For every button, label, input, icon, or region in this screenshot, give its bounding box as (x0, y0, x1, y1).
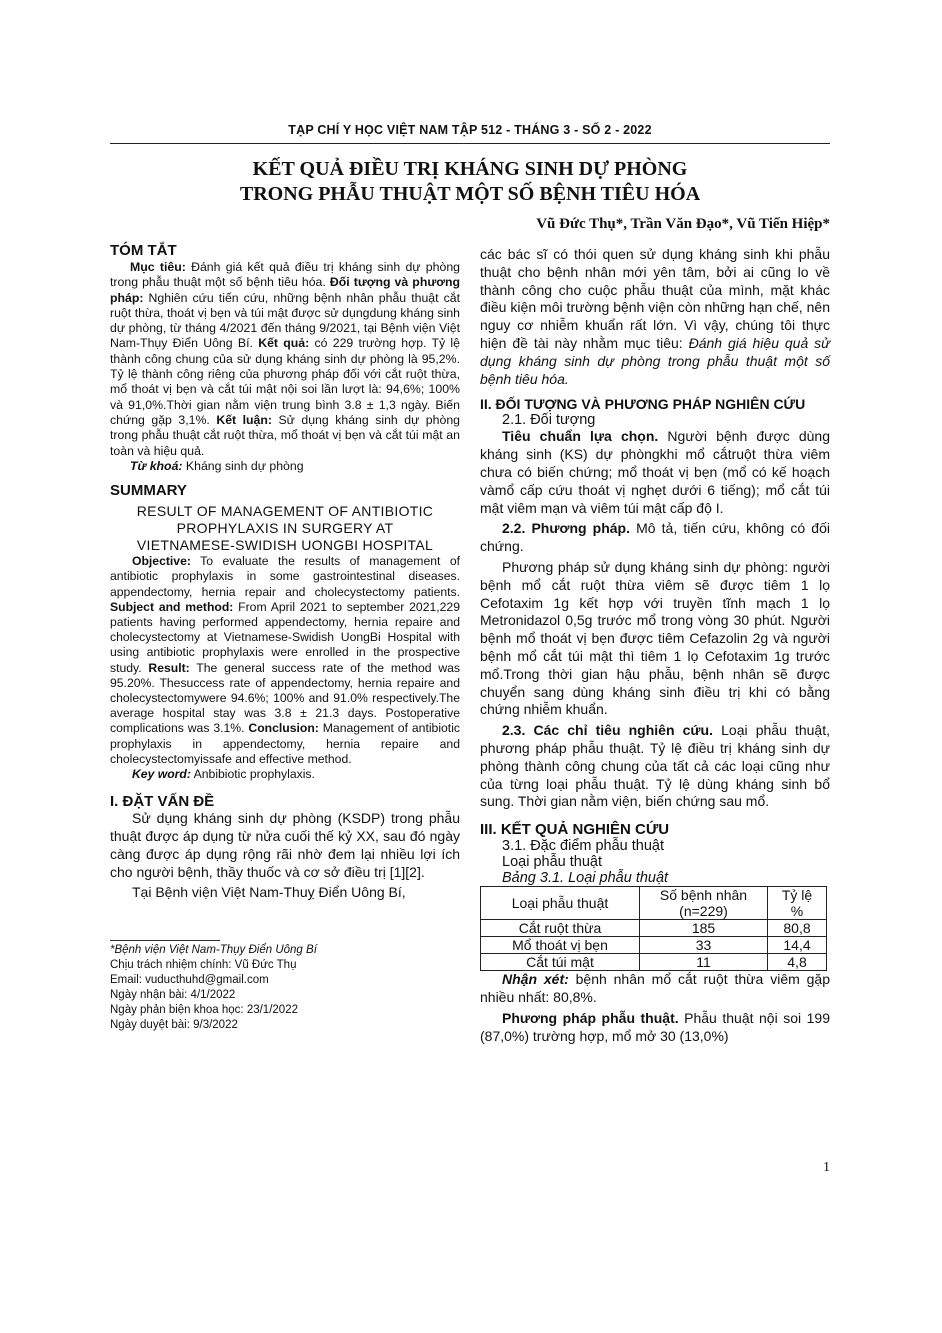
results-body: Nhận xét: bệnh nhân mổ cắt ruột thừa viêm gặp nhiều nhất: 80,8%. Phương pháp phẫu thuật. Phẫu thuật nội soi 199 (87,0%) trường hợp, mổ mở 30 (13,0%) (480, 971, 830, 1044)
intro-body: Sử dụng kháng sinh dự phòng (KSDP) trong phẫu thuật được áp dụng từ nửa cuối thế kỷ XX, sau đó ngày càng được áp dụng rộng rãi nhờ đem lại nhiều lợi ích cho người bệnh, thầy thuốc và cơ sở điều trị [1][2]. Tại Bệnh viện Việt Nam-Thuỵ Điển Uông Bí, (110, 810, 460, 901)
table-row: Cắt ruột thừa 185 80,8 (481, 920, 827, 937)
results-heading: III. KẾT QUẢ NGHIÊN CỨU (480, 821, 670, 839)
title-line-1: KẾT QUẢ ĐIỀU TRỊ KHÁNG SINH DỰ PHÒNG (252, 158, 688, 180)
table-row: Mổ thoát vị bẹn 33 14,4 (481, 937, 827, 954)
header-rule (110, 143, 830, 144)
abstract-vi-body: Mục tiêu: Đánh giá kết quả điều trị kháng sinh dự phòng trong phẫu thuật một số bệnh tiêu hóa. Đối tượng và phương pháp: Nghiên cứu tiến cứu, những bệnh nhân phẫu thuật cắt ruột thừa, thoát vị bẹn và túi mật được sử dụngdung kháng sinh dự phòng, từ tháng 4/2021 đến tháng 9/2021, tại Bệnh viện Việt Nam-Thụy Điển Uông Bí. Kết quả: có 229 trường hợp. Tỷ lệ thành công chung của sử dụng kháng sinh dự phòng là 95,2%. Tỷ lệ thành công riêng của phương pháp đối với cắt ruột thừa, mổ thoát vị bẹn và cắt túi mật nội soi lần lượt là: 94,6%; 100% và 91,0%.Thời gian nằm viện trung bình 3.8 ± 1,3 ngày. Biến chứng gặp 3,1%. Kết luận: Sử dụng kháng sinh dự phòng trong phẫu thuật cắt ruột thừa, mổ thoát vị bẹn và cắt túi mật an toàn và hiệu quả. (110, 260, 461, 458)
authors: Vũ Đức Thụ*, Trần Văn Đạo*, Vũ Tiến Hiệp* (536, 216, 830, 232)
col-header-count: Số bệnh nhân (n=229) (640, 887, 768, 920)
intro-heading: I. ĐẶT VẤN ĐỀ (110, 793, 215, 811)
table-header-row (481, 887, 827, 920)
abstract-vi (110, 260, 460, 474)
abstract-en-body: Objective: To evaluate the results of management of antibiotic prophylaxis in some gastrointestinal diseases. appendectomy, hernia repair and cholecystectomy patients. Subject and method: From April 2021 to september 2021,229 patients having performed appendectomy, hernia repaire and cholecystectomy at Vietnamese-Swidish UongBi Hospital with using antibiotic prophylaxis were enrolled in the prospective study. Result: The general success rate of the method was 95.20%. Thesuccess rate of appendectomy, hernia repaire and cholecystectomywere 94.6%; 100% and 91.0% respectively.The average hospital stay was 3.8 ± 21.3 days. Postoperative complications was 3.1%. Conclusion: Management of antibiotic prophylaxis in appendectomy, hernia repaire and cholecystectomyissafe and effective method. (110, 554, 461, 766)
summary-title: RESULT OF MANAGEMENT OF ANTIBIOTIC PROPHYLAXIS IN SURGERY AT VIETNAMESE-SWIDISH UONGBI HOSPITAL (136, 503, 434, 554)
abstract-en (110, 554, 460, 782)
section-3-1: 3.1. Đặc điểm phẫu thuật (502, 838, 665, 855)
table-3-1 (480, 886, 827, 971)
page-number: 1 (823, 1160, 830, 1175)
table-row: Cắt túi mật 11 4,8 (481, 954, 827, 971)
footnote: *Bệnh viện Việt Nam-Thụy Điển Uông Bí Chịu trách nhiệm chính: Vũ Đức Thụ Email: vuducthuhd@gmail.com Ngày nhận bài: 4/1/2022 Ngày phản biện khoa học: 23/1/2022 Ngày duyệt bài: 9/3/2022 (110, 944, 317, 1032)
section-3-1-sub: Loại phẫu thuật (502, 854, 602, 871)
intro-continued: các bác sĩ có thói quen sử dụng kháng sinh khi phẫu thuật cho bệnh nhân mới yên tâm, bởi ai cũng lo về thành công cho cuộc phẫu thuật của mình, mặt khác điều kiện môi trường bệnh viện còn những hạn chế, nên nguy cơ nhiễm khuẩn rất lớn. Vì vậy, chúng tôi thực hiện đề tài này nhằm mục tiêu: Đánh giá hiệu quả sử dụng kháng sinh dự phòng trong phẫu thuật một số bệnh tiêu hóa. (480, 246, 830, 387)
footnote-rule (110, 940, 220, 941)
left-column (110, 242, 460, 1033)
methods-body: Tiêu chuẩn lựa chọn. Người bệnh được dùng kháng sinh (KS) dự phòngkhi mổ cắtruột thừa viêm chưa có biến chứng; mổ thoát vị bẹn (mổ có kế hoạch vàmổ cấp cứu thoát vị nghẹt dưới 6 tiếng); mổ cắt túi mật viêm mạn và viêm túi mật cấp độ I. 2.2. Phương pháp. Mô tả, tiến cứu, không có đối chứng. Phương pháp sử dụng kháng sinh dự phòng: người bệnh mổ cắt ruột thừa viêm sẽ được tiêm 1 lọ Cefotaxim 1g kết hợp với truyền tĩnh mạch 1 lọ Metronidazol 0,5g trước mổ trong vòng 30 phút. Người bệnh mổ thoát vị bẹn được tiêm Cefazolin 2g và người bệnh mổ cắt túi mật thì tiêm 1 lọ Cefotaxim 1g trước mổ.Trong thời gian hậu phẫu, bệnh nhân sẽ được chuyển sang dùng kháng sinh điều trị khi có bằng chứng nhiễm khuẩn. 2.3. Các chỉ tiêu nghiên cứu. Loại phẫu thuật, phương pháp phẫu thuật. Tỷ lệ điều trị kháng sinh dự phòng thành công chung của tất cả các loại cũng như của từng loại phẫu thuật. Tỷ lệ dùng kháng sinh bổ sung. Thời gian nằm viện, biến chứng sau mổ. (480, 428, 830, 810)
abstract-vi-keywords: Từ khoá: Kháng sinh dự phòng (130, 458, 304, 473)
section-2-1: 2.1. Đối tượng (502, 412, 596, 429)
abstract-en-keywords: Key word: Anbibiotic prophylaxis. (132, 767, 315, 781)
journal-header: TẠP CHÍ Y HỌC VIỆT NAM TẬP 512 - THÁNG 3 - SỐ 2 - 2022 (288, 123, 652, 137)
right-column (480, 246, 830, 1045)
table-caption: Bảng 3.1. Loại phẫu thuật (502, 870, 669, 887)
col-header-pct: Tỷ lệ % (768, 887, 827, 920)
article-title (110, 157, 830, 207)
col-header-type: Loại phẫu thuật (481, 887, 640, 920)
title-line-2: TRONG PHẪU THUẬT MỘT SỐ BỆNH TIÊU HÓA (239, 183, 701, 205)
summary-heading: SUMMARY (110, 482, 187, 500)
methods-heading: II. ĐỐI TƯỢNG VÀ PHƯƠNG PHÁP NGHIÊN CỨU (480, 396, 806, 413)
abstract-vi-heading: TÓM TẮT (110, 242, 177, 259)
